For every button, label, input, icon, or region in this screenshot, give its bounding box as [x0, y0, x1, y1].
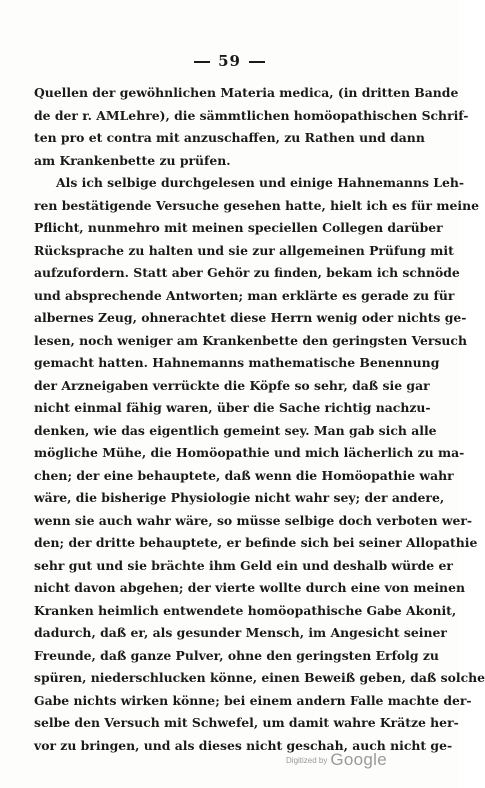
body-text [34, 82, 485, 757]
text-line: chen; der eine behauptete, daß wenn die Homöopathie wahr [34, 467, 454, 483]
text-line: Freunde, daß ganze Pulver, ohne den geringsten Erfolg zu [34, 647, 439, 663]
text-line: nicht einmal fähig waren, über die Sache richtig nachzu- [34, 400, 431, 415]
text-line: aufzufordern. Statt aber Gehör zu finden, bekam ich schnöde [34, 265, 460, 280]
text-line: sehr gut und sie brächte ihm Geld ein und deshalb würde er [34, 557, 453, 573]
text-line: den; der dritte behauptete, er befinde sich bei seiner Allopathie [34, 535, 478, 550]
text-line: lesen, noch weniger am Krankenbette den geringsten Versuch [34, 332, 467, 348]
text-line: Kranken heimlich entwendete homöopathische Gabe Akonit, [34, 602, 457, 618]
text-line: denken, wie das eigentlich gemeint sey. Man gab sich alle [34, 422, 437, 438]
text-line: und absprechende Antworten; man erklärte es gerade zu für [34, 287, 455, 303]
text-line: Quellen der gewöhnlichen Materia medica, (in dritten Bande [34, 85, 459, 100]
watermark-prefix: Digitized by [286, 755, 328, 765]
text-line: ten pro et contra mit anzuschaffen, zu Rathen und dann [34, 130, 425, 145]
text-line: de der r. AMLehre), die sämmtlichen homöopathischen Schrif- [34, 107, 469, 123]
digitized-watermark [286, 750, 387, 770]
text-line: selbe den Versuch mit Schwefel, um damit wahre Krätze her- [34, 715, 459, 730]
page-header [0, 52, 459, 70]
text-line: Gabe nichts wirken könne; bei einem andern Falle machte der- [34, 692, 472, 708]
text-line: dadurch, daß er, als gesunder Mensch, im Angesicht seiner [34, 625, 447, 640]
header-dash-right [249, 61, 265, 63]
text-line: am Krankenbette zu prüfen. [34, 152, 231, 168]
text-line: wäre, die bisherige Physiologie nicht wahr sey; der andere, [34, 490, 445, 505]
text-line: albernes Zeug, ohnerachtet diese Herrn wenig oder nichts ge- [34, 310, 467, 325]
google-logo: Google [330, 750, 387, 769]
text-line: wenn sie auch wahr wäre, so müsse selbige doch verboten wer- [34, 512, 473, 528]
header-dash-left [194, 61, 210, 63]
text-line: mögliche Mühe, die Homöopathie und mich lächerlich zu ma- [34, 445, 465, 460]
text-line: nicht davon abgehen; der vierte wollte durch eine von meinen [34, 580, 465, 595]
text-line: gemacht hatten. Hahnemanns mathematische Benennung [34, 355, 440, 370]
text-line: Pflicht, nunmehro mit meinen speciellen Collegen darüber [34, 220, 443, 235]
text-line: der Arzneigaben verrückte die Köpfe so sehr, daß sie gar [34, 377, 430, 393]
text-line: vor zu bringen, und als dieses nicht geschah, auch nicht ge- [34, 737, 453, 753]
text-line: Als ich selbige durchgelesen und einige Hahnemanns Leh- [56, 175, 465, 190]
page-number: 59 [218, 52, 241, 70]
text-line: spüren, niederschlucken könne, einen Beweiß geben, daß solche [34, 670, 485, 685]
text-line: ren bestätigende Versuche gesehen hatte, hielt ich es für meine [34, 197, 479, 213]
text-line: Rücksprache zu halten und sie zur allgemeinen Prüfung mit [34, 242, 454, 258]
